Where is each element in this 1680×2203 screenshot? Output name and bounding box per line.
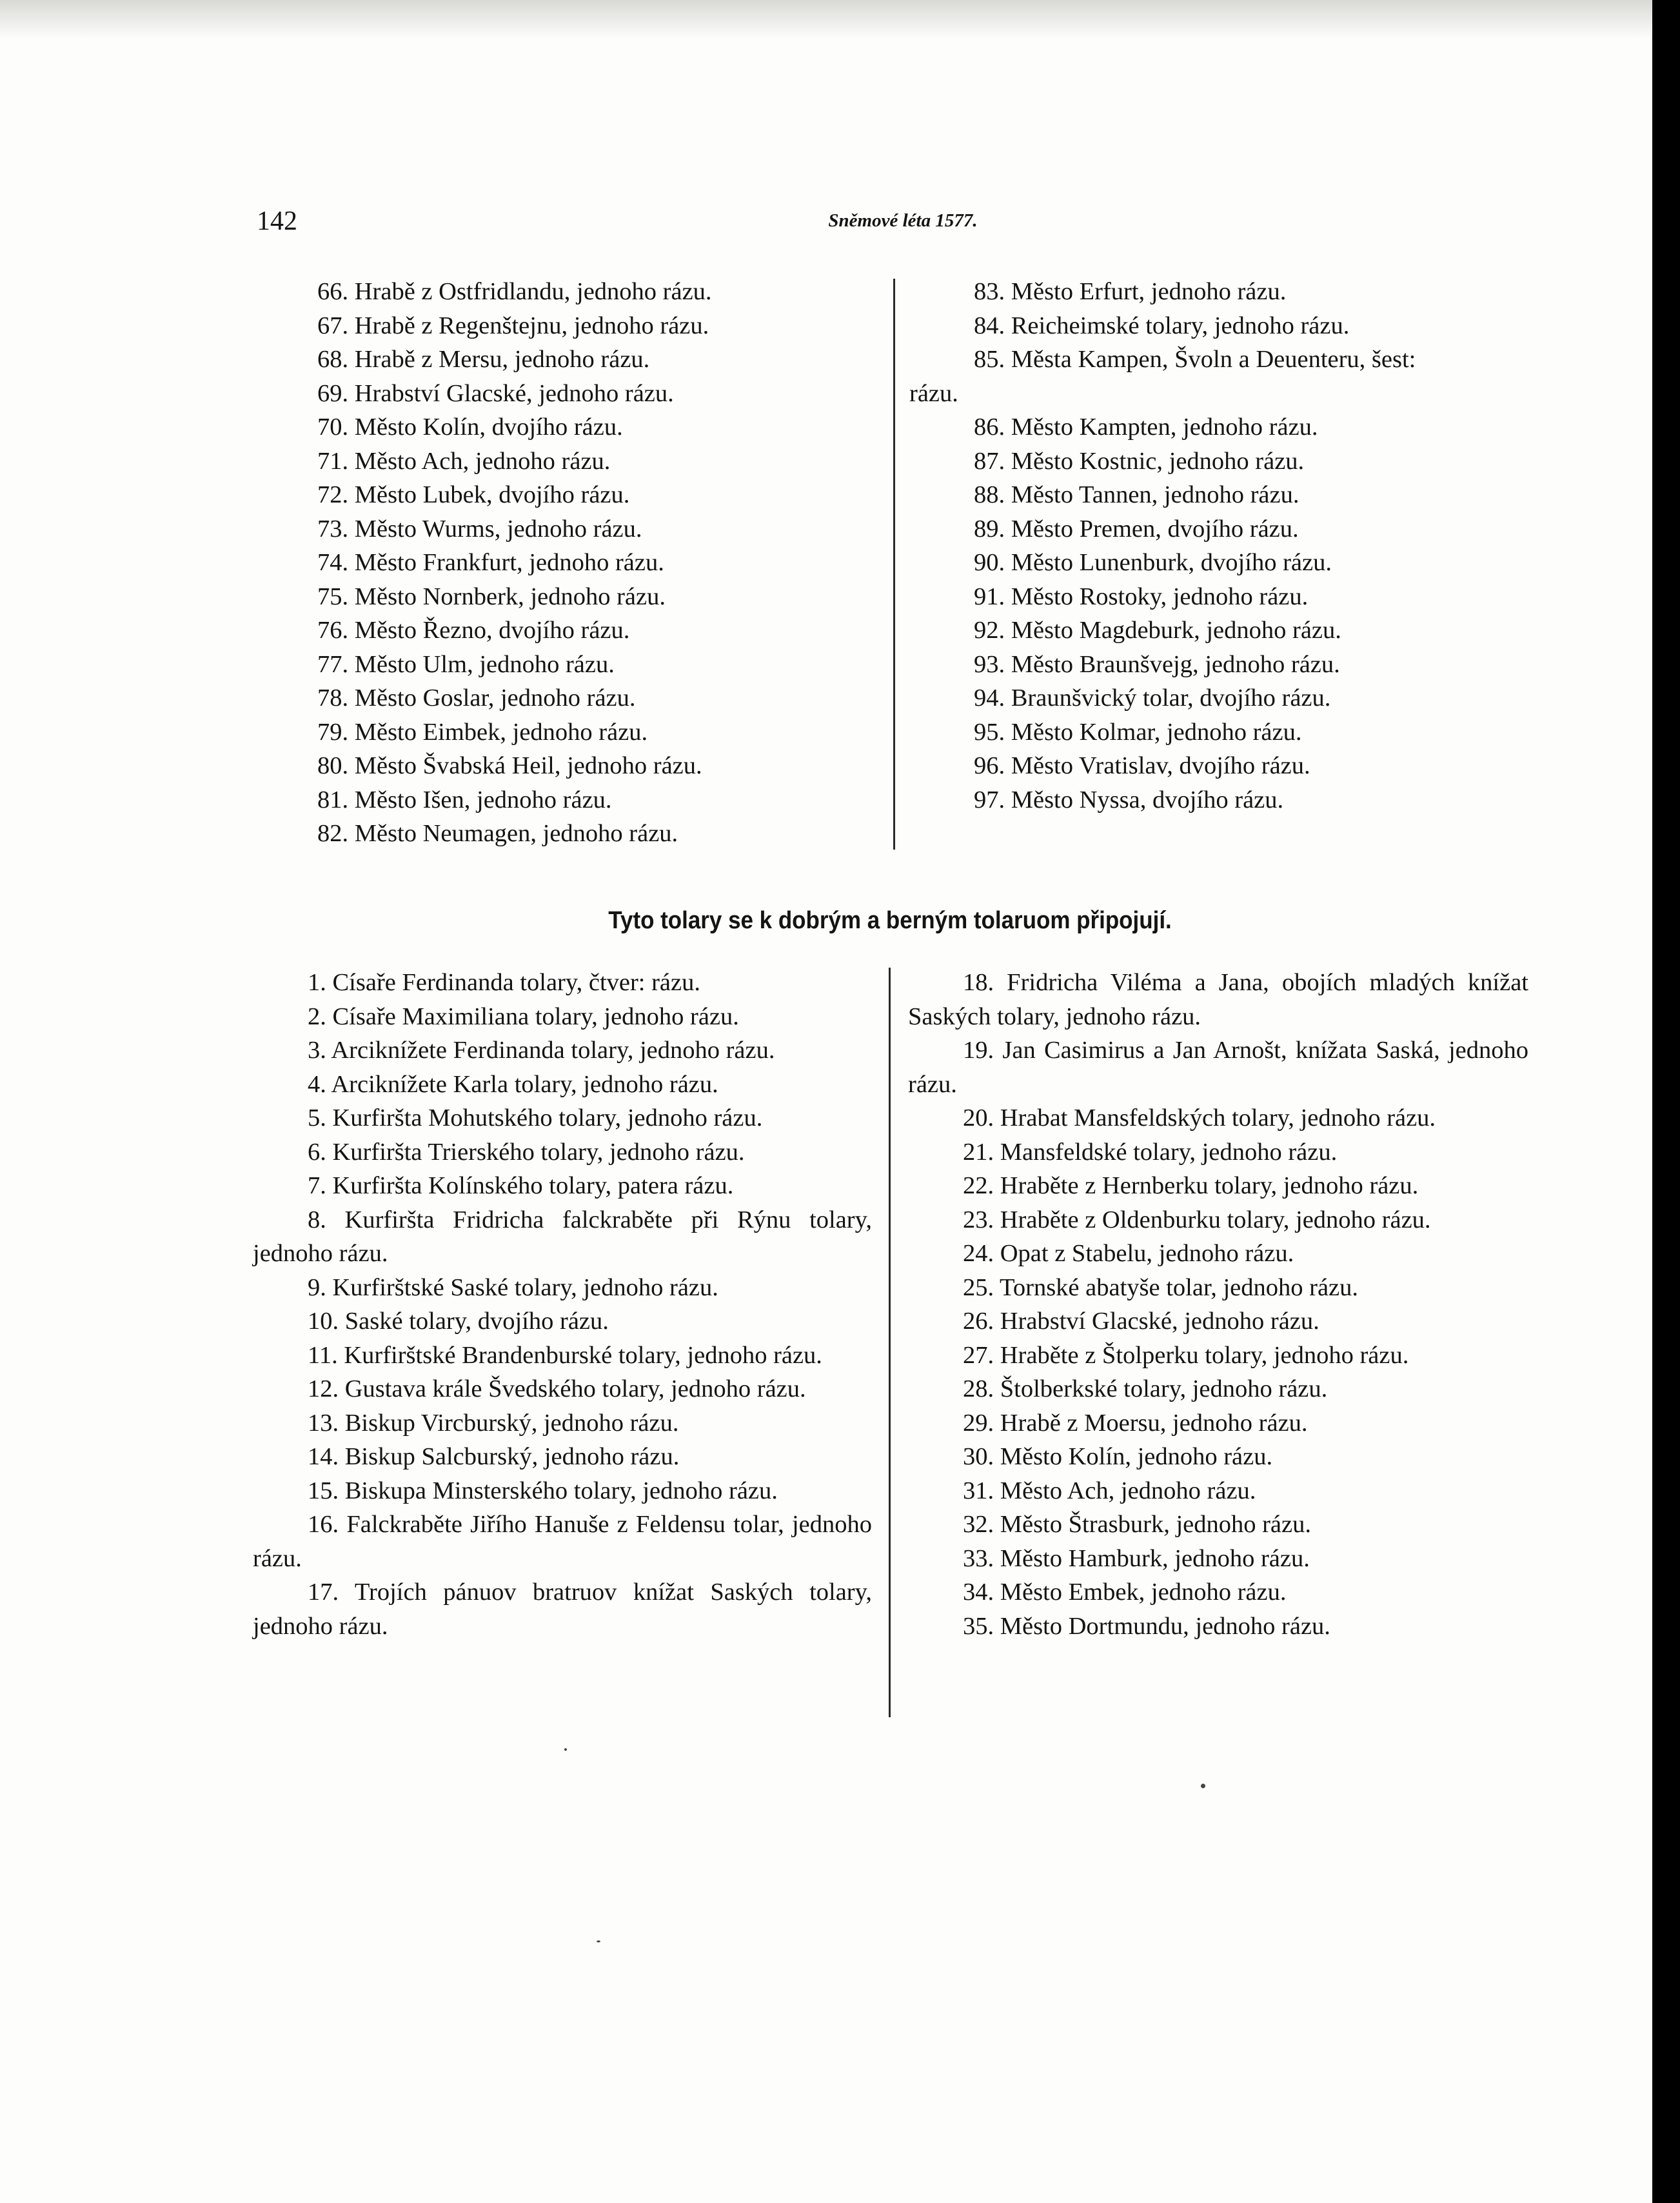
list-b-left-column [253, 966, 872, 1643]
list-item: 87. Město Kostnic, jednoho rázu. [974, 447, 1305, 475]
list-item: 82. Město Neumagen, jednoho rázu. [317, 820, 678, 847]
list-item: 84. Reicheimské tolary, jednoho rázu. [974, 312, 1350, 339]
list-item: 68. Hrabě z Mersu, jednoho rázu. [317, 346, 650, 373]
list-a-right-column [909, 275, 1528, 817]
list-item: 33. Město Hamburk, jednoho rázu. [963, 1544, 1310, 1572]
list-item: 85. Města Kampen, Švoln a Deuenteru, šest: [974, 346, 1416, 373]
running-head: Sněmové léta 1577. [828, 210, 978, 231]
list-item: 25. Tornské abatyše tolar, jednoho rázu. [963, 1273, 1359, 1301]
list-item: 28. Štolberkské tolary, jednoho rázu. [963, 1375, 1328, 1402]
list-item: 2. Císaře Maximiliana tolary, jednoho rázu. [308, 1002, 739, 1030]
list-item: 19. Jan Casimirus a Jan Arnošt, knížata Saská, jednoho rázu. [908, 1037, 1528, 1098]
list-item: 15. Biskupa Minsterského tolary, jednoho rázu. [308, 1477, 778, 1504]
list-item: 88. Město Tannen, jednoho rázu. [974, 481, 1300, 508]
scan-speck [597, 1940, 600, 1942]
list-item: 67. Hrabě z Regenštejnu, jednoho rázu. [317, 312, 709, 339]
list-item: 7. Kurfiršta Kolínského tolary, patera rázu. [308, 1172, 734, 1199]
list-item: 22. Hraběte z Hernberku tolary, jednoho rázu. [963, 1172, 1419, 1199]
list-item: 34. Město Embek, jednoho rázu. [963, 1579, 1287, 1606]
list-item: 90. Město Lunenburk, dvojího rázu. [974, 549, 1332, 576]
list-item: 71. Město Ach, jednoho rázu. [317, 447, 611, 475]
list-item: 20. Hrabat Mansfeldských tolary, jednoho rázu. [963, 1104, 1436, 1131]
scan-edge-shadow [0, 0, 1652, 39]
list-item: 75. Město Nornberk, jednoho rázu. [317, 583, 666, 610]
list-item: 74. Město Frankfurt, jednoho rázu. [317, 549, 664, 576]
list-item: 35. Město Dortmundu, jednoho rázu. [963, 1612, 1330, 1640]
list-item: 10. Saské tolary, dvojího rázu. [308, 1308, 609, 1335]
section-heading: Tyto tolary se k dobrým a berným tolaruom připojují. [608, 907, 1172, 934]
list-item: 1. Císaře Ferdinanda tolary, čtver: rázu. [308, 969, 700, 996]
list-item: 6. Kurfiršta Trierského tolary, jednoho rázu. [308, 1138, 745, 1166]
scan-speck [1201, 1784, 1205, 1788]
list-item: 12. Gustava krále Švedského tolary, jednoho rázu. [308, 1375, 806, 1402]
list-item: 30. Město Kolín, jednoho rázu. [963, 1443, 1273, 1470]
list-item: 97. Město Nyssa, dvojího rázu. [974, 786, 1284, 813]
list-item: 11. Kurfirštské Brandenburské tolary, jednoho rázu. [308, 1341, 822, 1369]
list-item: 77. Město Ulm, jednoho rázu. [317, 650, 615, 678]
list-item: 3. Arciknížete Ferdinanda tolary, jednoho rázu. [308, 1037, 775, 1064]
list-item: 80. Město Švabská Heil, jednoho rázu. [317, 752, 702, 779]
list-item: 13. Biskup Vircburský, jednoho rázu. [308, 1409, 679, 1437]
list-b-right-column [908, 966, 1528, 1643]
list-item: 92. Město Magdeburk, jednoho rázu. [974, 617, 1341, 644]
list-item: 26. Hrabství Glacské, jednoho rázu. [963, 1308, 1319, 1335]
list-item: 76. Město Řezno, dvojího rázu. [317, 617, 630, 644]
list-item: 32. Město Štrasburk, jednoho rázu. [963, 1511, 1311, 1538]
list-item: 72. Město Lubek, dvojího rázu. [317, 481, 630, 508]
list-item: 95. Město Kolmar, jednoho rázu. [974, 718, 1302, 746]
column-divider [889, 968, 891, 1717]
list-item: 27. Hraběte z Štolperku tolary, jednoho rázu. [963, 1341, 1409, 1369]
list-item: 86. Město Kampten, jednoho rázu. [974, 414, 1318, 441]
list-item: 93. Město Braunšvejg, jednoho rázu. [974, 650, 1340, 678]
list-item: 21. Mansfeldské tolary, jednoho rázu. [963, 1138, 1338, 1166]
list-item: 24. Opat z Stabelu, jednoho rázu. [963, 1240, 1294, 1267]
list-item: 4. Arciknížete Karla tolary, jednoho rázu. [308, 1070, 718, 1098]
list-item: 70. Město Kolín, dvojího rázu. [317, 414, 623, 441]
scan-speck [564, 1748, 567, 1751]
list-item: 78. Město Goslar, jednoho rázu. [317, 684, 636, 712]
column-divider [893, 279, 895, 850]
list-item: 73. Město Wurms, jednoho rázu. [317, 515, 642, 543]
list-item: 81. Město Išen, jednoho rázu. [317, 786, 612, 813]
list-item: 14. Biskup Salcburský, jednoho rázu. [308, 1443, 680, 1470]
list-item: 91. Město Rostoky, jednoho rázu. [974, 583, 1309, 610]
list-item: 8. Kurfiršta Fridricha falckraběte při Rýnu tolary, jednoho rázu. [253, 1206, 872, 1267]
list-item: 23. Hraběte z Oldenburku tolary, jednoho rázu. [963, 1206, 1431, 1233]
list-item: 89. Město Premen, dvojího rázu. [974, 515, 1299, 543]
list-item: 18. Fridricha Viléma a Jana, obojích mladých knížat Saských tolary, jednoho rázu. [908, 969, 1528, 1030]
list-item: 83. Město Erfurt, jednoho rázu. [974, 278, 1287, 305]
list-a-left-column [253, 275, 872, 851]
list-item: 16. Falckraběte Jiřího Hanuše z Feldensu tolar, jednoho rázu. [253, 1511, 872, 1572]
list-item: 31. Město Ach, jednoho rázu. [963, 1477, 1256, 1504]
list-item: 94. Braunšvický tolar, dvojího rázu. [974, 684, 1331, 712]
list-item: 66. Hrabě z Ostfridlandu, jednoho rázu. [317, 278, 712, 305]
list-item: 96. Město Vratislav, dvojího rázu. [974, 752, 1310, 779]
list-item: 79. Město Eimbek, jednoho rázu. [317, 718, 648, 746]
list-item: 9. Kurfirštské Saské tolary, jednoho rázu. [308, 1273, 718, 1301]
list-item: 17. Trojích pánuov bratruov knížat Saských tolary, jednoho rázu. [253, 1579, 872, 1640]
list-item-continuation: rázu. [909, 379, 958, 407]
list-item: 69. Hrabství Glacské, jednoho rázu. [317, 379, 674, 407]
page-number: 142 [257, 206, 297, 236]
list-item: 5. Kurfiršta Mohutského tolary, jednoho rázu. [308, 1104, 763, 1131]
list-item: 29. Hrabě z Moersu, jednoho rázu. [963, 1409, 1308, 1437]
